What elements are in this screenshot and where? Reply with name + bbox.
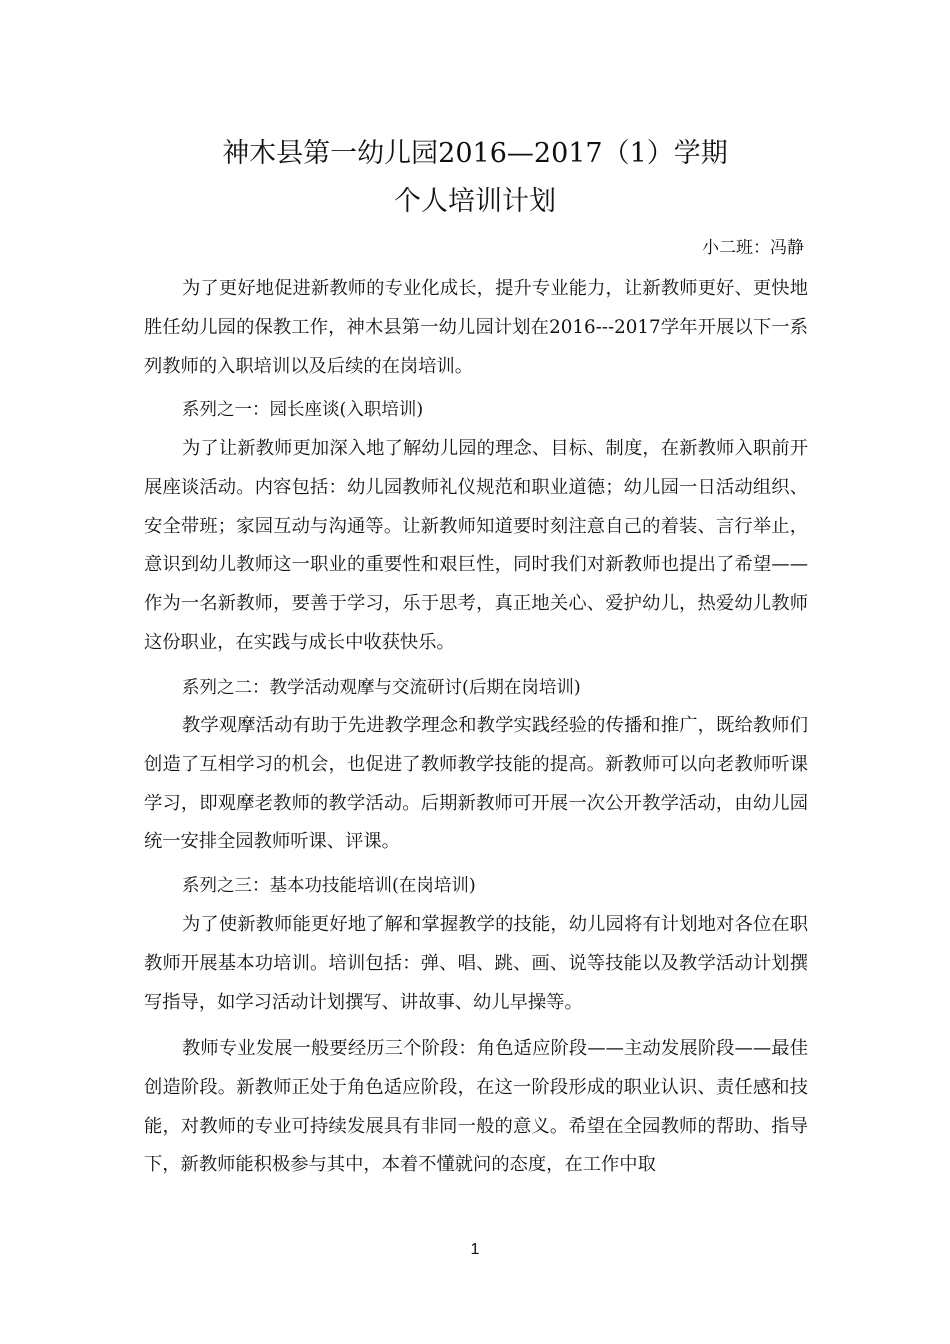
conclusion-paragraph: 教师专业发展一般要经历三个阶段：角色适应阶段——主动发展阶段——最佳创造阶段。新教师正处于角色适应阶段，在这一阶段形成的职业认识、责任感和技能，对教师的专业可持续发展具有非同一般的意义。希望在全园教师的帮助、指导下，新教师能积极参与其中，本着不懂就问的态度，在工作中取 xyxy=(144,1038,808,1176)
intro-paragraph: 为了更好地促进新教师的专业化成长，提升专业能力，让新教师更好、更快地胜任幼儿园的保教工作，神木县第一幼儿园计划在2016---2017学年开展以下一系列教师的入职培训以及后续的在岗培训。 xyxy=(144,278,808,377)
section-3-paragraph: 为了使新教师能更好地了解和掌握教学的技能，幼儿园将有计划地对各位在职教师开展基本功培训。培训包括：弹、唱、跳、画、说等技能以及教学活动计划撰写指导，如学习活动计划撰写、讲故事、幼儿早操等。 xyxy=(144,914,808,1013)
section-heading-2: 系列之二：教学活动观摩与交流研讨(后期在岗培训) xyxy=(182,678,581,698)
document-title-line1: 神木县第一幼儿园2016—2017（1）学期 xyxy=(222,138,728,169)
author-line: 小二班：冯静 xyxy=(702,238,804,258)
document-title-line2: 个人培训计划 xyxy=(394,186,556,217)
section-heading-1: 系列之一：园长座谈(入职培训) xyxy=(182,400,424,420)
page-number: 1 xyxy=(470,1241,480,1258)
section-1-paragraph: 为了让新教师更加深入地了解幼儿园的理念、目标、制度，在新教师入职前开展座谈活动。内容包括：幼儿园教师礼仪规范和职业道德；幼儿园一日活动组织、安全带班；家园互动与沟通等。让新教师知道要时刻注意自己的着装、言行举止，意识到幼儿教师这一职业的重要性和艰巨性，同时我们对新教师也提出了希望——作为一名新教师，要善于学习，乐于思考，真正地关心、爱护幼儿，热爱幼儿教师这份职业，在实践与成长中收获快乐。 xyxy=(144,438,808,653)
section-2-paragraph: 教学观摩活动有助于先进教学理念和教学实践经验的传播和推广，既给教师们创造了互相学习的机会，也促进了教师教学技能的提高。新教师可以向老教师听课学习，即观摩老教师的教学活动。后期新教师可开展一次公开教学活动，由幼儿园统一安排全园教师听课、评课。 xyxy=(144,715,808,853)
section-heading-3: 系列之三：基本功技能培训(在岗培训) xyxy=(182,876,476,896)
